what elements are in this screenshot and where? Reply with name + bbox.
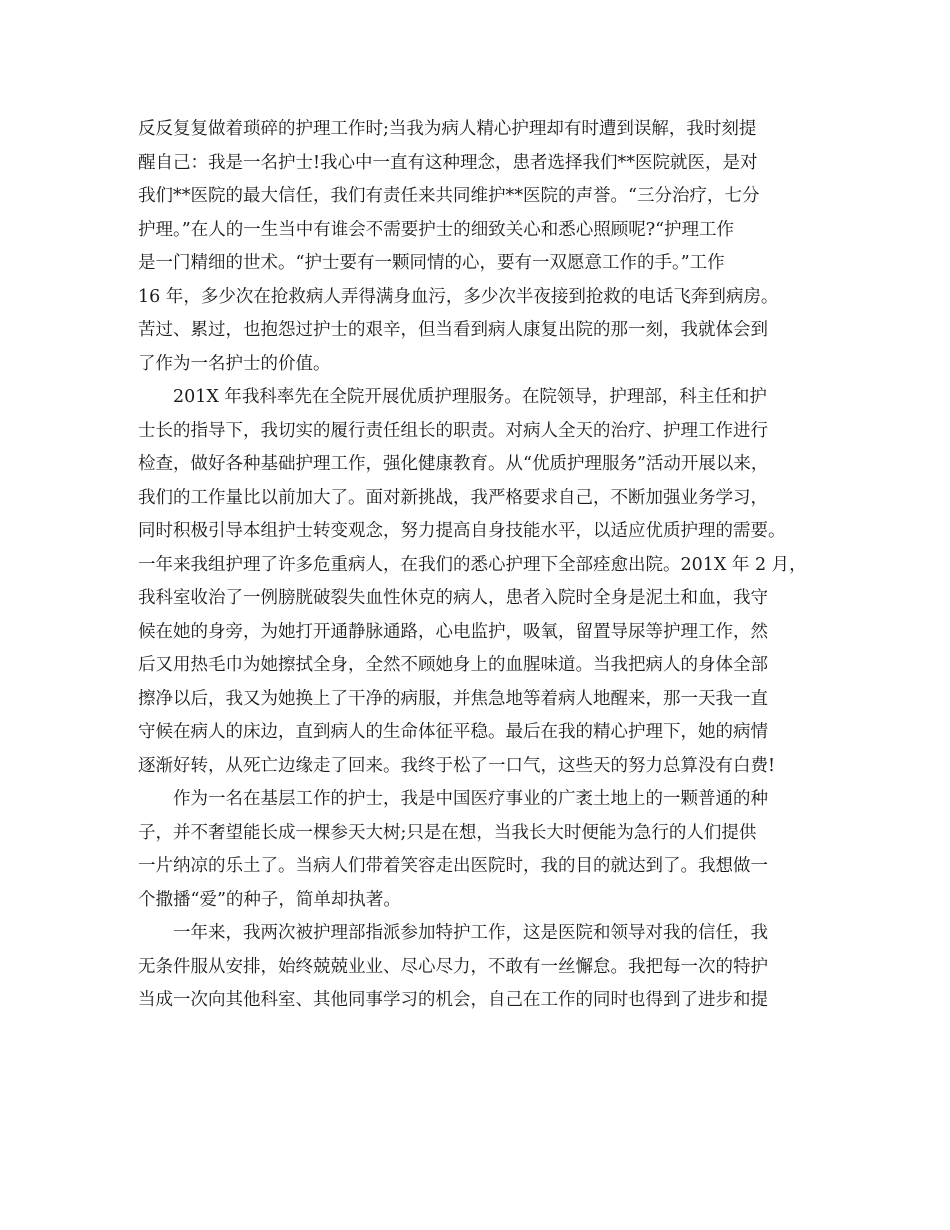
text-line: 护理。”在人的一生当中有谁会不需要护士的细致关心和悉心照顾呢?“护理工作 (138, 219, 735, 240)
text-line: 士长的指导下，我切实的履行责任组长的职责。对病人全天的治疗、护理工作进行 (138, 420, 768, 441)
text-line: 是一门精细的世术。“护士要有一颗同情的心，要有一双愿意工作的手。”工作 (138, 253, 725, 273)
text-line: 检查，做好各种基础护理工作，强化健康教育。从“优质护理服务”活动开展以来， (138, 454, 769, 474)
text-line: 16 年，多少次在抢救病人弄得满身血污，多少次半夜接到抢救的电话飞奔到病房。 (138, 286, 779, 307)
text-line: 个撒播“爱”的种子，简单却执著。 (138, 889, 401, 910)
text-line: 无条件服从安排，始终兢兢业业、尽心尽力，不敢有一丝懈怠。我把每一次的特护 (138, 956, 768, 977)
text-line: 我们**医院的最大信任，我们有责任来共同维护**医院的声誉。“三分治疗，七分 (138, 186, 760, 206)
text-line: 擦净以后，我又为她换上了干净的病服，并焦急地等着病人地醒来，那一天我一直 (138, 688, 768, 709)
text-line: 作为一名在基层工作的护士，我是中国医疗事业的广袤土地上的一颗普通的种 (138, 789, 768, 809)
text-line: 守候在病人的床边，直到病人的生命体征平稳。最后在我的精心护理下，她的病情 (138, 722, 768, 742)
text-line: 后又用热毛巾为她擦拭全身，全然不顾她身上的血腥味道。当我把病人的身体全部 (138, 655, 768, 675)
text-line: 同时积极引导本组护士转变观念，努力提高自身技能水平，以适应优质护理的需要。 (138, 521, 786, 541)
text-line: 逐渐好转，从死亡边缘走了回来。我终于松了一口气，这些天的努力总算没有白费! (138, 755, 776, 776)
text-line: 子，并不奢望能长成一棵参天大树;只是在想，当我长大时便能为急行的人们提供 (138, 822, 757, 843)
text-line: 苦过、累过，也抱怨过护士的艰辛，但当看到病人康复出院的那一刻，我就体会到 (138, 320, 768, 340)
text-line: 一片纳凉的乐土了。当病人们带着笑容走出医院时，我的目的就达到了。我想做一 (138, 856, 768, 876)
text-line: 201X 年我科率先在全院开展优质护理服务。在院领导，护理部，科主任和护 (138, 387, 767, 407)
text-line: 我们的工作量比以前加大了。面对新挑战，我严格要求自己，不断加强业务学习， (138, 487, 768, 508)
text-line: 反反复复做着琐碎的护理工作时;当我为病人精心护理却有时遭到误解，我时刻提 (138, 119, 757, 139)
text-line: 候在她的身旁，为她打开通静脉通路，心电监护，吸氧，留置导尿等护理工作，然 (138, 621, 768, 642)
text-line: 一年来，我两次被护理部指派参加特护工作，这是医院和领导对我的信任，我 (138, 923, 768, 943)
text-line: 醒自己：我是一名护士!我心中一直有这种理念，患者选择我们**医院就医，是对 (138, 152, 758, 173)
text-line: 一年来我组护理了许多危重病人，在我们的悉心护理下全部痊愈出院。201X 年 2 月， (138, 554, 807, 575)
document-body (138, 113, 818, 1018)
text-line: 当成一次向其他科室、其他同事学习的机会，自己在工作的同时也得到了进步和提 (138, 990, 768, 1010)
text-line: 了作为一名护士的价值。 (138, 353, 331, 374)
text-line: 我科室收治了一例膀胱破裂失血性休克的病人，患者入院时全身是泥土和血，我守 (138, 588, 768, 608)
